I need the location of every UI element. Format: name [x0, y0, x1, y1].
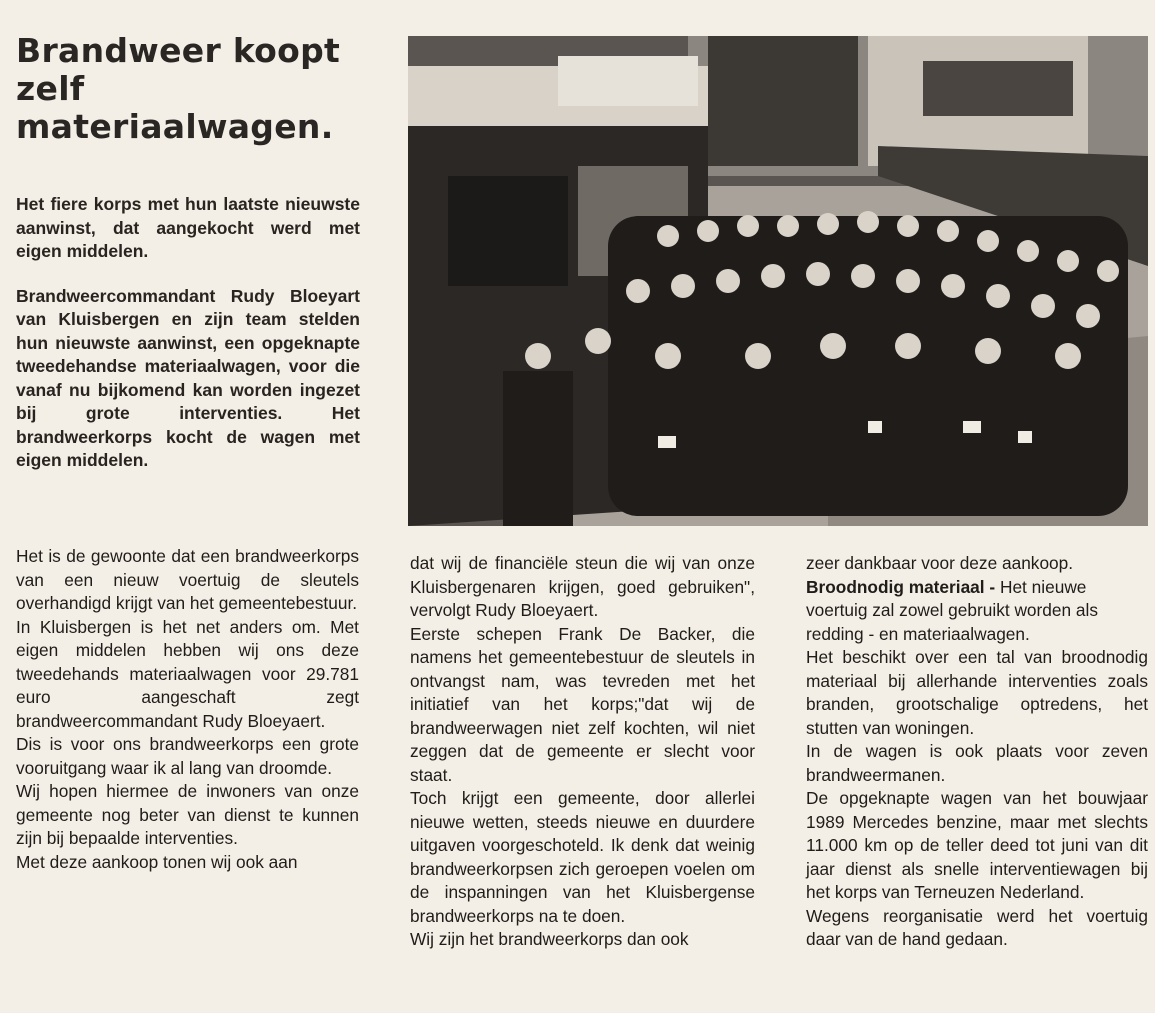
body-paragraph: Toch krijgt een gemeente, door allerlei nieuwe wetten, steeds nieuwe en duurdere uitgaven voorgeschoteld. Ik denk dat weinig brandweerkorpsen zich geroepen voelen om de inspanningen van het Kluisbergense brandweerkorps na te doen.	[410, 788, 755, 926]
body-paragraph: Met deze aankoop tonen wij ook aan	[16, 851, 298, 872]
body-paragraph: De opgeknapte wagen van het bouwjaar 1989 Mercedes benzine, maar met slechts 11.000 km op de teller deed tot juni van dit jaar dienst als snelle interventiewagen bij het korps van Terneuzen Nederland.	[806, 788, 1148, 902]
subhead: Broodnodig materiaal -	[806, 576, 996, 597]
column-2	[410, 552, 755, 952]
subhead-text: Het nieuwe voertuig zal zowel gebruikt worden als redding - en materiaalwagen.	[806, 576, 1099, 644]
subhead-paragraph	[806, 576, 1148, 647]
body-paragraph: Wij hopen hiermee de inwoners van onze gemeente nog beter van dienst te kunnen zijn bij bepaalde interventies.	[16, 781, 359, 848]
lead-block	[16, 193, 360, 494]
body-paragraph: In de wagen is ook plaats voor zeven brandweermanen.	[806, 741, 1148, 785]
headline: Brandweer koopt zelf materiaalwagen.	[16, 31, 341, 146]
body-paragraph: In Kluisbergen is het net anders om. Met eigen middelen hebben wij ons deze tweedehands materiaalwagen voor 29.781 euro aangeschaft zegt brandweercommandant Rudy Bloeyaert.	[16, 616, 359, 731]
body-paragraph: Wij zijn het brandweerkorps dan ook	[410, 929, 689, 949]
body-paragraph: dat wij de financiële steun die wij van onze Kluisbergenaren krijgen, goed gebruiken", vervolgt Rudy Bloeyaert.	[410, 553, 755, 620]
body-paragraph: zeer dankbaar voor deze aankoop.	[806, 553, 1074, 573]
lead-paragraph: Brandweercommandant Rudy Bloeyart van Kluisbergen en zijn team stelden hun nieuwste aanwinst, een opgeknapte tweedehandse materiaalwagen, voor die vanaf nu bijkomend kan worden ingezet bij grote interventies. Het brandweerkorps kocht de wagen met eigen middelen.	[16, 285, 360, 470]
lead-paragraph: Het fiere korps met hun laatste nieuwste aanwinst, dat aangekocht werd met eigen middelen.	[16, 194, 360, 261]
group-photo	[408, 36, 1148, 526]
body-paragraph: Dis is voor ons brandweerkorps een grote vooruitgang waar ik al lang van droomde.	[16, 734, 359, 778]
body-paragraph: Het is de gewoonte dat een brandweerkorps van een nieuw voertuig de sleutels overhandigd krijgt van het gemeentebestuur.	[16, 546, 359, 613]
column-1	[16, 545, 359, 874]
body-paragraph: Het beschikt over een tal van broodnodig materiaal bij allerhande interventies zoals branden, grootschalige optredens, het stutten van woningen.	[806, 647, 1148, 738]
column-3	[806, 552, 1148, 952]
body-paragraph: Wegens reorganisatie werd het voertuig daar van de hand gedaan.	[806, 905, 1148, 949]
firefighters-photo-illustration	[408, 36, 1148, 526]
body-paragraph: Eerste schepen Frank De Backer, die namens het gemeentebestuur de sleutels in ontvangst nam, was tevreden met het initiatief van het korps;"dat wij de brandweerwagen niet zelf kochten, wil niet zeggen dat de gemeente er slecht voor staat.	[410, 623, 755, 785]
